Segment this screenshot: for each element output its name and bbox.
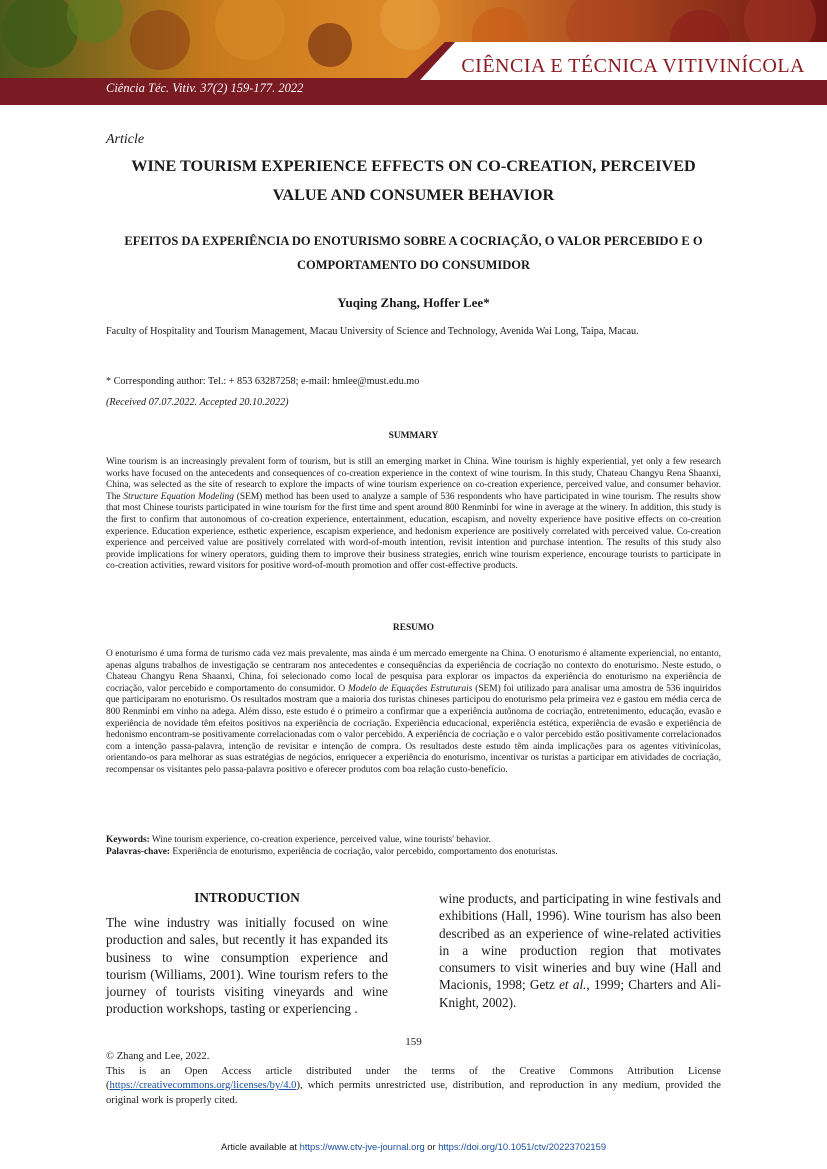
affiliation: Faculty of Hospitality and Tourism Management, Macau University of Science and Technology, Avenida Wai Long, Taipa, Macau. xyxy=(106,326,639,337)
journal-name: CIÊNCIA E TÉCNICA VITIVINÍCOLA xyxy=(461,55,805,77)
article-title: WINE TOURISM EXPERIENCE EFFECTS ON CO-CREATION, PERCEIVED VALUE AND CONSUMER BEHAVIOR xyxy=(131,157,696,204)
journal-citation: Ciência Téc. Vitiv. 37(2) 159-177. 2022 xyxy=(106,81,304,95)
introduction-heading: INTRODUCTION xyxy=(194,890,300,905)
authors: Yuqing Zhang, Hoffer Lee* xyxy=(337,295,490,310)
received-dates: (Received 07.07.2022. Accepted 20.10.2022) xyxy=(106,397,289,408)
license-text: This is an Open Access article distributed under the terms of the Creative Commons Attribution License (https://creativecommons.org/licenses/by/4.0), which permits unrestricted use, distribution, and reproduction in any medium, provided the original work is properly cited. xyxy=(106,1065,721,1106)
license-block xyxy=(106,1050,721,1108)
page-number: 159 xyxy=(405,1036,422,1048)
corresponding-author: * Corresponding author: Tel.: + 853 63287258; e-mail: hmlee@must.edu.mo xyxy=(106,376,420,387)
resumo-text: O enoturismo é uma forma de turismo cada vez mais prevalente, mas ainda é um mercado emergente na China. O enoturismo é altamente experiencial, no entanto, apenas alguns trabalhos de investigação se centraram nos antecedentes e consequências da experiência de cocriação no contexto do enoturismo. Neste estudo, o Chateau Changyu Rena Shaanxi, China, foi selecionado como local de pesquisa para explorar os impactos da experiência do enoturismo na experiência de cocriação, valor percebido e comportamento do consumidor. O Modelo de Equações Estruturais (SEM) foi utilizado para analisar uma amostra de 536 inquiridos que participaram no enoturismo. Os resultados mostram que a maioria dos turistas chineses participou do enoturismo pela primeira vez e gastou em média cerca de 800 Renminbi em vinho na adega. Além disso, este estudo é o primeiro a confirmar que a experiência autônoma de cocriação, entretenimento, educação, evasão e experiência de novidade têm efeitos positivos na experiência de cocriação. Experiência educacional, experiência estética, experiência de evasão e experiência de hedonismo encontram-se positivamente correlacionadas com o valor percebido. A experiência de cocriação e o valor percebido estão positivamente correlacionados com a intenção passa-palavra, intenção de revisitar e intenção de compra. Os resultados deste estudo têm ainda implicações para os agentes vitivinícolas, orientando-os para melhorar as suas estratégias de negócios, enriquecer a experiência do enoturismo, incentivar os turistas a participar em atividades de cocriação, recompensar os visitantes pelo passa-palavra positivo e oferecer produtos com boa relação custo-benefício. xyxy=(106,649,721,775)
article-type-label: Article xyxy=(106,132,145,147)
summary-heading: SUMMARY xyxy=(388,431,439,441)
article-availability-footer: Article available at https://www.ctv-jve-journal.org or https://doi.org/10.1051/ctv/20223702159 xyxy=(220,1141,607,1152)
keywords: Keywords: Wine tourism experience, co-creation experience, perceived value, wine tourists' behavior. xyxy=(106,835,491,845)
journal-banner xyxy=(0,0,827,105)
doi-link[interactable]: https://doi.org/10.1051/ctv/20223702159 xyxy=(438,1141,607,1152)
article-subtitle: EFEITOS DA EXPERIÊNCIA DO ENOTURISMO SOBRE A COCRIAÇÃO, O VALOR PERCEBIDO E O COMPORTAMENTO DO CONSUMIDOR xyxy=(124,234,703,272)
copyright-line: © Zhang and Lee, 2022. xyxy=(106,1051,210,1062)
license-link[interactable]: https://creativecommons.org/licenses/by/4.0 xyxy=(109,1080,297,1091)
summary-text: Wine tourism is an increasingly prevalent form of tourism, but is still an emerging market in China. Wine tourism is highly experiential, yet only a few research works have focused on the antecedents and consequences of co-creation experience in the context of wine tourism. In this study, Chateau Changyu Rena Shaanxi, China, was selected as the site of research to explore the impacts of wine tourism experience on co-creation experience, perceived value, and consumer behavior. The Structure Equation Modeling (SEM) method has been used to analyze a sample of 536 respondents who have participated in wine tourism. The results show that most Chinese tourists participated in wine tourism for the first time and spent around 800 Renminbi for wine in average at the winery. In addition, this study is the first to confirm that autonomous of co-creation experience, entertainment, education, escapism, and novelty experience have positive effects on co-creation experience. Education experience, esthetic experience, escapism experience, and hedonism experience are positively correlated with perceived value. Co-creation experience and perceived value are positively correlated with word-of-mouth intention, revisit intention and purchase intention. The results of this study also provide implications for winery operators, guiding them to improve their business strategies, enrich wine tourism experience, encourage tourists to participate in co-creation activities, reward visitors for positive word-of-mouth promotion and offer cost-effective products. xyxy=(106,457,721,572)
introduction-left-column: The wine industry was initially focused on wine production and sales, but recently it has expanded its business to wine consumption experience and tourism (Williams, 2001). Wine tourism refers to the journey of tourists visiting vineyards and wine production workshops, tasting or experiencing . xyxy=(106,915,388,1017)
introduction-right-column: wine products, and participating in wine festivals and exhibitions (Hall, 1996). Wine tourism has also been described as an experience of wine-related activities in a wine production region that motivates consumers to visit wineries and buy wine (Hall and Macionis, 1998; Getz et al., 1999; Charters and Ali-Knight, 2002). xyxy=(439,891,721,1010)
journal-website-link[interactable]: https://www.ctv-jve-journal.org xyxy=(299,1141,425,1152)
palavras-chave: Palavras-chave: Experiência de enoturismo, experiência de cocriação, valor percebido, comportamento dos enoturistas. xyxy=(106,847,558,857)
resumo-heading: RESUMO xyxy=(392,623,435,633)
